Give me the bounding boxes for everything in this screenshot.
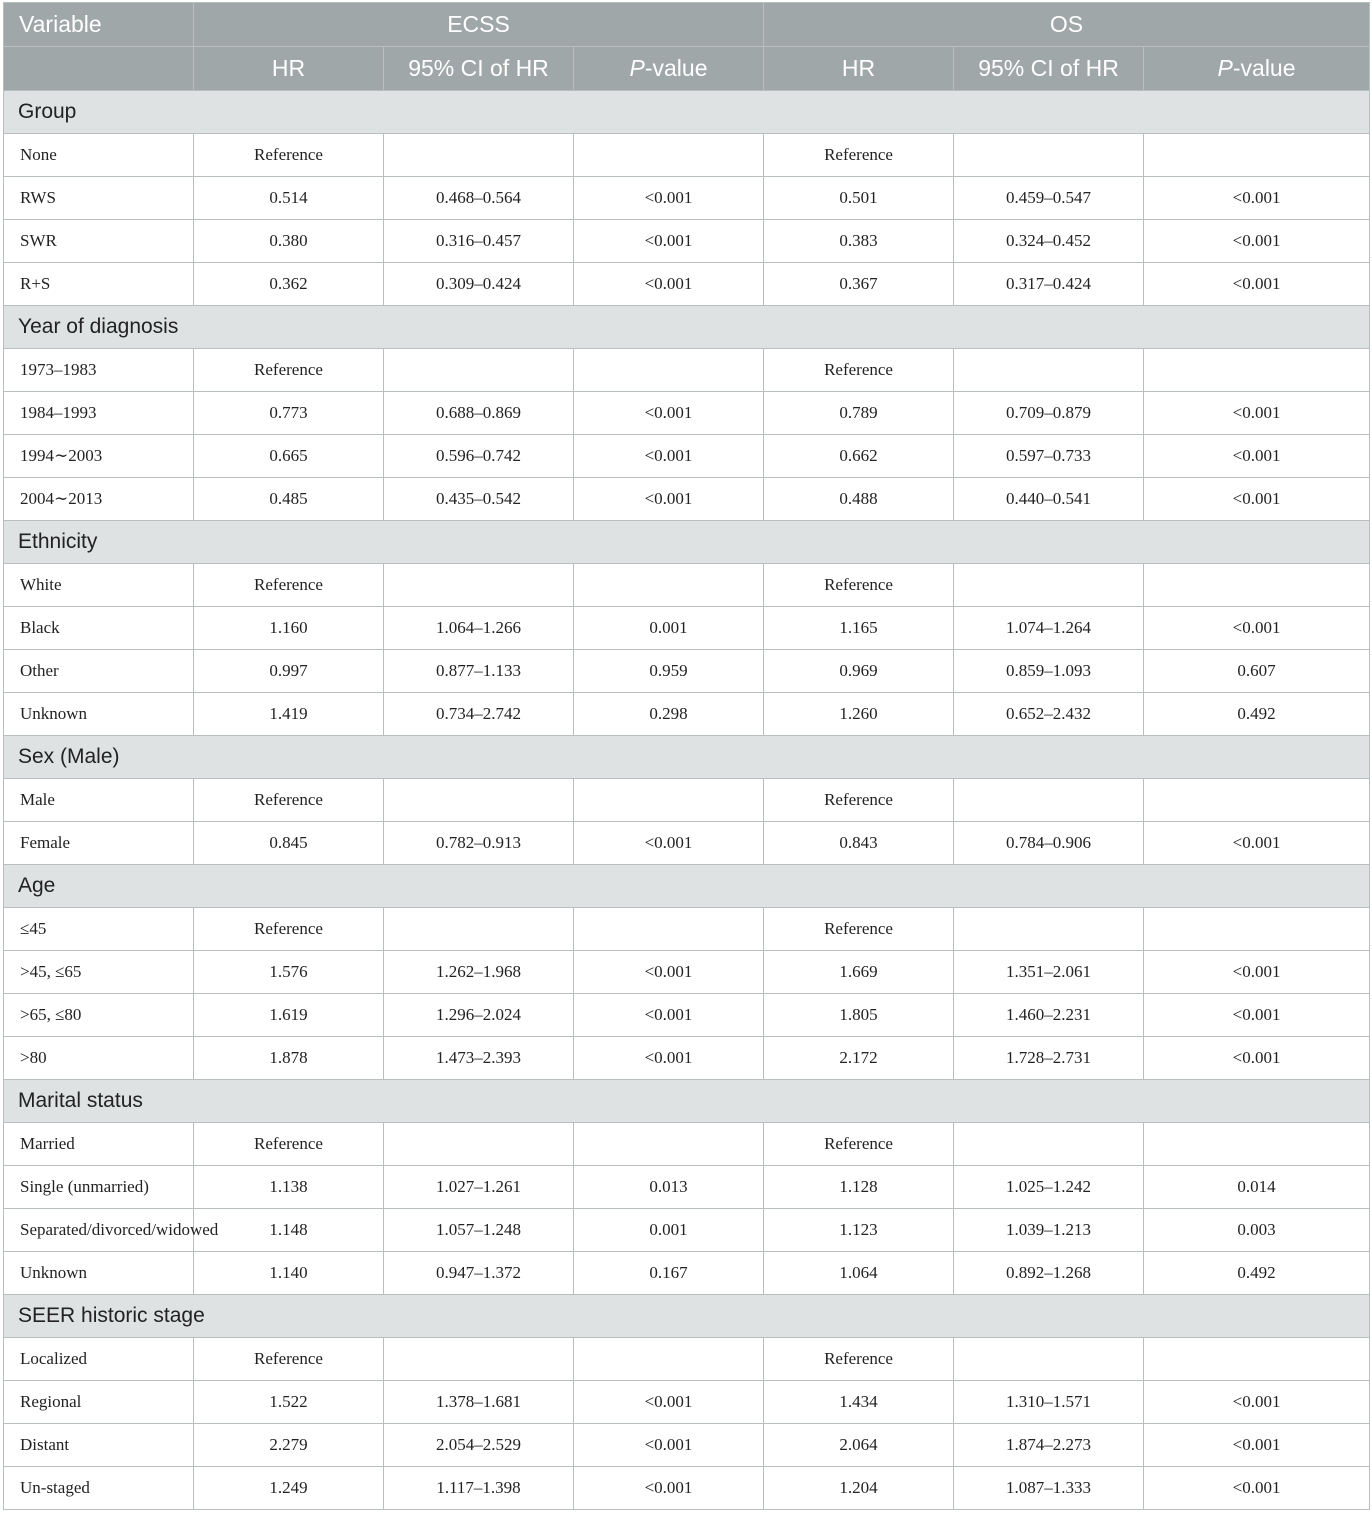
os-ci-cell: 1.460–2.231: [954, 994, 1144, 1037]
os-p-cell: <0.001: [1144, 220, 1370, 263]
os-ci-cell: 0.324–0.452: [954, 220, 1144, 263]
os-hr-cell: 0.383: [764, 220, 954, 263]
ecss-hr-cell: 0.514: [194, 177, 384, 220]
ecss-p-cell: <0.001: [574, 263, 764, 306]
row-label: 1994∼2003: [4, 435, 194, 478]
ecss-p-cell: <0.001: [574, 177, 764, 220]
section-title: Year of diagnosis: [4, 306, 1370, 349]
os-hr-cell: Reference: [764, 349, 954, 392]
ecss-p-cell: <0.001: [574, 1467, 764, 1510]
table-row: [4, 1381, 1370, 1424]
row-label: Regional: [4, 1381, 194, 1424]
ecss-hr-cell: Reference: [194, 349, 384, 392]
table-row: [4, 951, 1370, 994]
p-suffix-label: -value: [644, 55, 708, 81]
ecss-hr-cell: Reference: [194, 134, 384, 177]
os-hr-cell: 1.204: [764, 1467, 954, 1510]
row-label: Female: [4, 822, 194, 865]
ecss-ci-cell: [384, 134, 574, 177]
table-row: [4, 1209, 1370, 1252]
table-row: [4, 435, 1370, 478]
section-header-row: [4, 865, 1370, 908]
os-p-cell: <0.001: [1144, 478, 1370, 521]
table-row: [4, 1166, 1370, 1209]
ecss-p-cell: <0.001: [574, 1037, 764, 1080]
section-title: SEER historic stage: [4, 1295, 1370, 1338]
row-label: >65, ≤80: [4, 994, 194, 1037]
ecss-ci-cell: 1.296–2.024: [384, 994, 574, 1037]
ecss-ci-cell: [384, 908, 574, 951]
ecss-ci-cell: 2.054–2.529: [384, 1424, 574, 1467]
os-ci-cell: 0.317–0.424: [954, 263, 1144, 306]
os-p-cell: <0.001: [1144, 263, 1370, 306]
ecss-hr-header: HR: [194, 47, 384, 91]
os-p-cell: <0.001: [1144, 951, 1370, 994]
os-ci-cell: 1.025–1.242: [954, 1166, 1144, 1209]
os-p-cell: <0.001: [1144, 607, 1370, 650]
ecss-p-cell: <0.001: [574, 1424, 764, 1467]
os-hr-cell: 0.501: [764, 177, 954, 220]
table-row: [4, 779, 1370, 822]
ecss-hr-cell: 1.138: [194, 1166, 384, 1209]
os-hr-cell: 2.064: [764, 1424, 954, 1467]
os-hr-cell: Reference: [764, 908, 954, 951]
ecss-hr-cell: Reference: [194, 908, 384, 951]
table-row: [4, 1338, 1370, 1381]
os-hr-cell: Reference: [764, 134, 954, 177]
row-label: Separated/divorced/widowed: [4, 1209, 194, 1252]
ecss-p-cell: [574, 908, 764, 951]
ecss-p-cell: 0.959: [574, 650, 764, 693]
row-label: White: [4, 564, 194, 607]
ecss-p-cell: 0.001: [574, 1209, 764, 1252]
ecss-hr-cell: 0.845: [194, 822, 384, 865]
ecss-p-cell: [574, 779, 764, 822]
ecss-p-cell: 0.167: [574, 1252, 764, 1295]
os-p-header: [1144, 47, 1370, 91]
os-hr-cell: 1.805: [764, 994, 954, 1037]
p-italic-label: P: [1217, 55, 1233, 81]
os-hr-cell: 2.172: [764, 1037, 954, 1080]
ecss-ci-cell: 0.468–0.564: [384, 177, 574, 220]
variable-column-header: Variable: [4, 3, 194, 47]
os-p-cell: <0.001: [1144, 392, 1370, 435]
row-label: R+S: [4, 263, 194, 306]
ecss-hr-cell: 1.619: [194, 994, 384, 1037]
ecss-hr-cell: 0.773: [194, 392, 384, 435]
os-hr-cell: 0.969: [764, 650, 954, 693]
empty-header-cell: [4, 47, 194, 91]
row-label: Localized: [4, 1338, 194, 1381]
os-ci-cell: 1.074–1.264: [954, 607, 1144, 650]
os-p-cell: <0.001: [1144, 177, 1370, 220]
os-ci-cell: [954, 349, 1144, 392]
table-body: [4, 91, 1370, 1510]
os-hr-cell: Reference: [764, 1338, 954, 1381]
ecss-hr-cell: 0.665: [194, 435, 384, 478]
section-header-row: [4, 306, 1370, 349]
ecss-ci-cell: 0.316–0.457: [384, 220, 574, 263]
os-hr-cell: 1.064: [764, 1252, 954, 1295]
ecss-ci-cell: 0.435–0.542: [384, 478, 574, 521]
ecss-p-cell: <0.001: [574, 392, 764, 435]
os-hr-cell: 1.669: [764, 951, 954, 994]
section-header-row: [4, 1080, 1370, 1123]
section-header-row: [4, 736, 1370, 779]
table-row: [4, 564, 1370, 607]
ecss-ci-cell: 0.596–0.742: [384, 435, 574, 478]
section-header-row: [4, 91, 1370, 134]
ecss-hr-cell: 0.997: [194, 650, 384, 693]
section-title: Group: [4, 91, 1370, 134]
row-label: 1984–1993: [4, 392, 194, 435]
ecss-hr-cell: 1.148: [194, 1209, 384, 1252]
os-hr-cell: 1.128: [764, 1166, 954, 1209]
row-label: 1973–1983: [4, 349, 194, 392]
ecss-ci-cell: 1.378–1.681: [384, 1381, 574, 1424]
ecss-ci-header: 95% CI of HR: [384, 47, 574, 91]
ecss-p-cell: 0.013: [574, 1166, 764, 1209]
table-row: [4, 908, 1370, 951]
table-row: [4, 607, 1370, 650]
os-p-cell: 0.003: [1144, 1209, 1370, 1252]
ecss-ci-cell: [384, 1338, 574, 1381]
ecss-p-cell: [574, 1338, 764, 1381]
ecss-hr-cell: 1.522: [194, 1381, 384, 1424]
os-hr-cell: 0.488: [764, 478, 954, 521]
row-label: Black: [4, 607, 194, 650]
table-row: [4, 349, 1370, 392]
os-p-cell: <0.001: [1144, 435, 1370, 478]
ecss-hr-cell: Reference: [194, 1123, 384, 1166]
row-label: RWS: [4, 177, 194, 220]
table-row: [4, 478, 1370, 521]
ecss-hr-cell: 0.380: [194, 220, 384, 263]
os-ci-cell: [954, 134, 1144, 177]
ecss-ci-cell: 1.027–1.261: [384, 1166, 574, 1209]
ecss-ci-cell: 1.117–1.398: [384, 1467, 574, 1510]
os-hr-cell: 0.789: [764, 392, 954, 435]
header-row-groups: [4, 3, 1370, 47]
os-p-cell: <0.001: [1144, 1467, 1370, 1510]
ecss-p-cell: [574, 564, 764, 607]
ecss-ci-cell: 0.782–0.913: [384, 822, 574, 865]
os-hr-header: HR: [764, 47, 954, 91]
os-p-cell: <0.001: [1144, 1037, 1370, 1080]
header-row-metrics: [4, 47, 1370, 91]
ecss-ci-cell: 1.064–1.266: [384, 607, 574, 650]
os-p-cell: [1144, 908, 1370, 951]
os-hr-cell: 1.123: [764, 1209, 954, 1252]
os-ci-cell: 0.652–2.432: [954, 693, 1144, 736]
os-ci-cell: 0.597–0.733: [954, 435, 1144, 478]
os-hr-cell: 1.165: [764, 607, 954, 650]
section-header-row: [4, 521, 1370, 564]
row-label: Other: [4, 650, 194, 693]
ecss-p-cell: <0.001: [574, 951, 764, 994]
ecss-hr-cell: Reference: [194, 779, 384, 822]
table-row: [4, 392, 1370, 435]
row-label: >80: [4, 1037, 194, 1080]
section-header-row: [4, 1295, 1370, 1338]
os-hr-cell: 1.260: [764, 693, 954, 736]
ecss-hr-cell: 1.419: [194, 693, 384, 736]
os-ci-cell: 1.874–2.273: [954, 1424, 1144, 1467]
os-p-cell: 0.607: [1144, 650, 1370, 693]
os-ci-cell: 1.087–1.333: [954, 1467, 1144, 1510]
ecss-ci-cell: 0.947–1.372: [384, 1252, 574, 1295]
ecss-p-cell: <0.001: [574, 220, 764, 263]
ecss-hr-cell: 0.485: [194, 478, 384, 521]
os-p-cell: [1144, 779, 1370, 822]
os-ci-cell: 0.859–1.093: [954, 650, 1144, 693]
os-ci-cell: 0.459–0.547: [954, 177, 1144, 220]
table-row: [4, 1037, 1370, 1080]
ecss-group-header: ECSS: [194, 3, 764, 47]
table-row: [4, 1424, 1370, 1467]
table-row: [4, 650, 1370, 693]
os-hr-cell: 0.367: [764, 263, 954, 306]
os-p-cell: <0.001: [1144, 822, 1370, 865]
ecss-ci-cell: [384, 564, 574, 607]
row-label: Male: [4, 779, 194, 822]
table-row: [4, 134, 1370, 177]
section-title: Age: [4, 865, 1370, 908]
row-label: Un-staged: [4, 1467, 194, 1510]
os-ci-cell: [954, 1123, 1144, 1166]
p-italic-label: P: [629, 55, 645, 81]
os-p-cell: <0.001: [1144, 994, 1370, 1037]
table-row: [4, 994, 1370, 1037]
row-label: >45, ≤65: [4, 951, 194, 994]
table-header: [4, 3, 1370, 91]
ecss-ci-cell: 1.262–1.968: [384, 951, 574, 994]
os-hr-cell: 0.843: [764, 822, 954, 865]
ecss-p-header: [574, 47, 764, 91]
table-row: [4, 1467, 1370, 1510]
os-p-cell: [1144, 1123, 1370, 1166]
ecss-p-cell: 0.298: [574, 693, 764, 736]
os-hr-cell: 1.434: [764, 1381, 954, 1424]
ecss-ci-cell: [384, 349, 574, 392]
ecss-p-cell: <0.001: [574, 994, 764, 1037]
os-p-cell: 0.492: [1144, 1252, 1370, 1295]
os-ci-cell: 0.709–0.879: [954, 392, 1144, 435]
os-p-cell: [1144, 1338, 1370, 1381]
os-ci-cell: 0.440–0.541: [954, 478, 1144, 521]
ecss-hr-cell: 0.362: [194, 263, 384, 306]
os-ci-cell: 1.310–1.571: [954, 1381, 1144, 1424]
os-ci-cell: [954, 1338, 1144, 1381]
p-suffix-label: -value: [1232, 55, 1296, 81]
table-row: [4, 822, 1370, 865]
os-p-cell: 0.014: [1144, 1166, 1370, 1209]
section-title: Sex (Male): [4, 736, 1370, 779]
ecss-p-cell: 0.001: [574, 607, 764, 650]
os-p-cell: <0.001: [1144, 1424, 1370, 1467]
row-label: Distant: [4, 1424, 194, 1467]
ecss-ci-cell: 0.309–0.424: [384, 263, 574, 306]
os-p-cell: [1144, 564, 1370, 607]
os-hr-cell: Reference: [764, 564, 954, 607]
row-label: Single (unmarried): [4, 1166, 194, 1209]
ecss-ci-cell: 1.057–1.248: [384, 1209, 574, 1252]
table-row: [4, 220, 1370, 263]
ecss-ci-cell: 1.473–2.393: [384, 1037, 574, 1080]
row-label: Unknown: [4, 693, 194, 736]
os-ci-cell: 0.784–0.906: [954, 822, 1144, 865]
table-row: [4, 177, 1370, 220]
ecss-hr-cell: Reference: [194, 1338, 384, 1381]
os-ci-cell: [954, 564, 1144, 607]
os-ci-cell: 1.039–1.213: [954, 1209, 1144, 1252]
ecss-p-cell: <0.001: [574, 478, 764, 521]
ecss-p-cell: [574, 349, 764, 392]
os-ci-header: 95% CI of HR: [954, 47, 1144, 91]
section-title: Marital status: [4, 1080, 1370, 1123]
ecss-ci-cell: 0.734–2.742: [384, 693, 574, 736]
hazard-ratio-table: [3, 2, 1370, 1510]
os-group-header: OS: [764, 3, 1370, 47]
ecss-p-cell: [574, 134, 764, 177]
ecss-ci-cell: 0.877–1.133: [384, 650, 574, 693]
os-ci-cell: 1.351–2.061: [954, 951, 1144, 994]
row-label: Married: [4, 1123, 194, 1166]
os-ci-cell: 1.728–2.731: [954, 1037, 1144, 1080]
ecss-hr-cell: 1.249: [194, 1467, 384, 1510]
ecss-p-cell: <0.001: [574, 1381, 764, 1424]
section-title: Ethnicity: [4, 521, 1370, 564]
ecss-p-cell: <0.001: [574, 435, 764, 478]
ecss-ci-cell: 0.688–0.869: [384, 392, 574, 435]
os-ci-cell: 0.892–1.268: [954, 1252, 1144, 1295]
row-label: SWR: [4, 220, 194, 263]
os-ci-cell: [954, 779, 1144, 822]
ecss-hr-cell: 2.279: [194, 1424, 384, 1467]
table-row: [4, 1252, 1370, 1295]
table-row: [4, 1123, 1370, 1166]
ecss-hr-cell: Reference: [194, 564, 384, 607]
row-label: Unknown: [4, 1252, 194, 1295]
table-row: [4, 263, 1370, 306]
row-label: ≤45: [4, 908, 194, 951]
os-ci-cell: [954, 908, 1144, 951]
os-hr-cell: Reference: [764, 1123, 954, 1166]
table-row: [4, 693, 1370, 736]
row-label: 2004∼2013: [4, 478, 194, 521]
ecss-p-cell: [574, 1123, 764, 1166]
os-hr-cell: Reference: [764, 779, 954, 822]
ecss-hr-cell: 1.576: [194, 951, 384, 994]
ecss-hr-cell: 1.878: [194, 1037, 384, 1080]
ecss-ci-cell: [384, 779, 574, 822]
os-p-cell: [1144, 349, 1370, 392]
os-p-cell: [1144, 134, 1370, 177]
os-p-cell: <0.001: [1144, 1381, 1370, 1424]
os-hr-cell: 0.662: [764, 435, 954, 478]
ecss-hr-cell: 1.140: [194, 1252, 384, 1295]
row-label: None: [4, 134, 194, 177]
ecss-hr-cell: 1.160: [194, 607, 384, 650]
ecss-ci-cell: [384, 1123, 574, 1166]
os-p-cell: 0.492: [1144, 693, 1370, 736]
ecss-p-cell: <0.001: [574, 822, 764, 865]
